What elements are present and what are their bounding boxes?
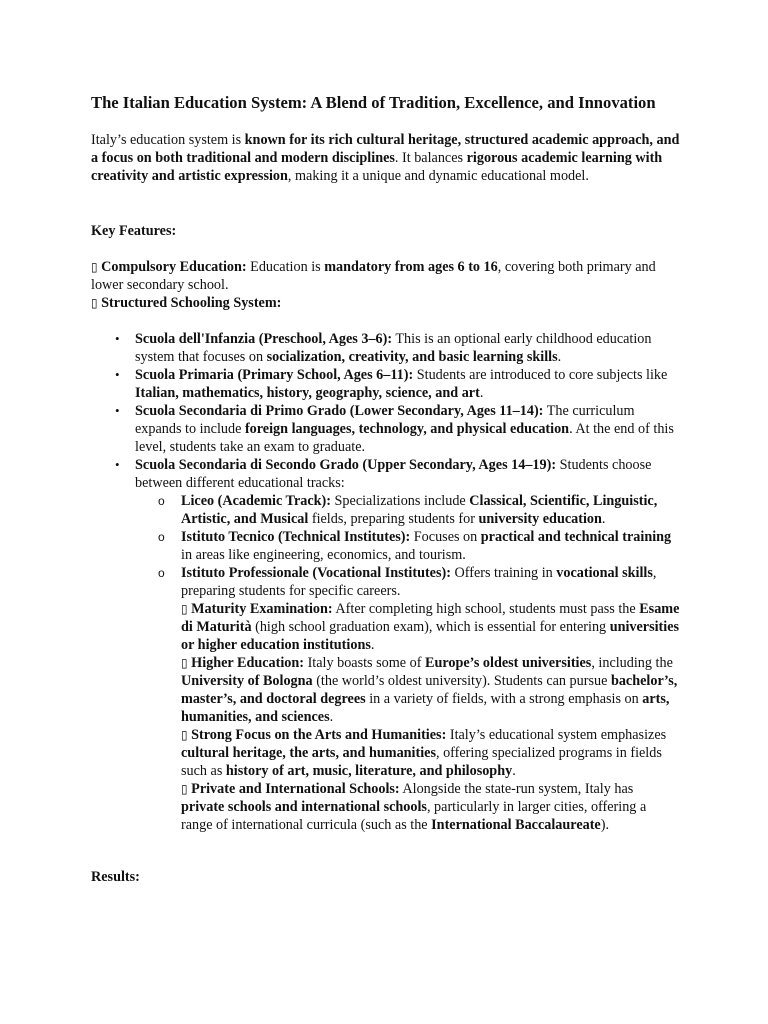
level-bold: foreign languages, technology, and physical education <box>244 421 570 437</box>
bullet-icon: • <box>115 367 120 382</box>
track-text: . <box>601 511 606 527</box>
maturity-paragraph <box>181 600 680 654</box>
arts-text: Italy’s educational system emphasizes <box>446 727 667 743</box>
structured-label: Structured Schooling System: <box>101 295 282 311</box>
bullet-icon: • <box>115 457 120 472</box>
list-item <box>158 492 680 528</box>
missing-glyph-icon: ▯ <box>181 656 188 670</box>
level-bold: Italian, mathematics, history, geography, science, and art <box>135 385 480 401</box>
results-heading: Results: <box>91 869 140 885</box>
maturity-text: . <box>370 637 375 653</box>
missing-glyph-icon: ▯ <box>181 602 188 616</box>
track-text: Offers training in <box>450 565 557 581</box>
track-text: fields, preparing students for <box>308 511 479 527</box>
compulsory-label: Compulsory Education: <box>101 259 247 275</box>
higher-text: Italy boasts some of <box>304 655 425 671</box>
higher-label: Higher Education: <box>191 655 305 671</box>
higher-text: in a variety of fields, with a strong emphasis on <box>365 691 643 707</box>
higher-education-paragraph <box>181 654 680 726</box>
missing-glyph-icon: ▯ <box>181 782 188 796</box>
track-text: Focuses on <box>410 529 481 545</box>
bullet-icon: • <box>115 331 120 346</box>
maturity-bold: Esame di Maturità <box>181 601 680 635</box>
list-item <box>158 528 680 564</box>
level-label: Scuola Primaria (Primary School, Ages 6–11): <box>135 367 414 383</box>
list-item <box>115 402 680 456</box>
structured-schooling-heading <box>91 294 681 312</box>
maturity-text: (high school graduation exam), which is essential for entering <box>251 619 610 635</box>
missing-glyph-icon: ▯ <box>181 728 188 742</box>
list-item <box>115 456 680 834</box>
school-levels-list <box>115 330 680 834</box>
higher-bold: University of Bologna <box>181 673 313 689</box>
intro-text: Italy’s education system is <box>91 132 245 148</box>
track-label: Liceo (Academic Track): <box>181 493 331 509</box>
higher-text: , including the <box>591 655 673 671</box>
key-features-heading: Key Features: <box>91 223 177 239</box>
maturity-bold: universities or higher education institutions <box>181 619 680 653</box>
track-bold: Classical, Scientific, Linguistic, Artistic, and Musical <box>181 493 658 527</box>
track-bold: university education <box>478 511 602 527</box>
document-title: The Italian Education System: A Blend of Tradition, Excellence, and Innovation <box>91 93 656 112</box>
arts-bold: cultural heritage, the arts, and humanities <box>181 745 436 761</box>
bullet-icon: • <box>115 403 120 418</box>
track-label: Istituto Professionale (Vocational Institutes): <box>181 565 451 581</box>
track-bold: vocational skills <box>556 565 653 581</box>
level-text: The curriculum expands to include <box>135 403 635 437</box>
higher-bold: Europe’s oldest universities <box>424 655 592 671</box>
intro-text: , making it a unique and dynamic educational model. <box>287 168 589 184</box>
track-bold: practical and technical training <box>480 529 672 545</box>
level-text: Students are introduced to core subjects like <box>413 367 668 383</box>
level-text: . <box>557 349 562 365</box>
maturity-text: After completing high school, students must pass the <box>332 601 640 617</box>
private-text: , particularly in larger cities, offering a range of international curricula (such as the <box>181 799 647 833</box>
sub-bullet-icon: o <box>158 566 165 580</box>
level-bold: socialization, creativity, and basic learning skills <box>266 349 558 365</box>
arts-humanities-paragraph <box>181 726 680 780</box>
track-text: in areas like engineering, economics, and tourism. <box>181 547 466 563</box>
higher-bold: arts, humanities, and sciences <box>181 691 670 725</box>
higher-text: (the world’s oldest university). Students can pursue <box>312 673 611 689</box>
missing-glyph-icon: ▯ <box>91 296 98 310</box>
list-item <box>115 330 680 366</box>
level-label: Scuola dell'Infanzia (Preschool, Ages 3–6): <box>135 331 393 347</box>
arts-bold: history of art, music, literature, and philosophy <box>225 763 513 779</box>
intro-text: . It balances <box>394 150 467 166</box>
private-bold: private schools and international schools <box>181 799 427 815</box>
intro-paragraph <box>91 131 681 185</box>
educational-tracks-list <box>135 492 680 834</box>
list-item <box>158 564 680 834</box>
maturity-label: Maturity Examination: <box>191 601 333 617</box>
level-text: This is an optional early childhood education system that focuses on <box>135 331 652 365</box>
intro-bold: rigorous academic learning with creativity and artistic expression <box>91 150 663 184</box>
higher-text: . <box>329 709 334 725</box>
level-text: . At the end of this level, students take an exam to graduate. <box>135 421 674 455</box>
arts-label: Strong Focus on the Arts and Humanities: <box>191 727 447 743</box>
sub-bullet-icon: o <box>158 530 165 544</box>
private-label: Private and International Schools: <box>191 781 400 797</box>
compulsory-text: Education is <box>246 259 325 275</box>
compulsory-education-paragraph <box>91 258 681 294</box>
track-label: Istituto Tecnico (Technical Institutes): <box>181 529 411 545</box>
compulsory-text: , covering both primary and lower secondary school. <box>91 259 656 293</box>
higher-bold: bachelor’s, master’s, and doctoral degrees <box>181 673 678 707</box>
compulsory-bold: mandatory from ages 6 to 16 <box>324 259 498 275</box>
private-schools-paragraph <box>181 780 680 834</box>
arts-text: , offering specialized programs in fields such as <box>181 745 662 779</box>
arts-text: . <box>512 763 516 779</box>
level-text: Students choose between different educational tracks: <box>135 457 652 491</box>
level-label: Scuola Secondaria di Secondo Grado (Upper Secondary, Ages 14–19): <box>135 457 557 473</box>
track-text: , preparing students for specific careers. <box>181 565 657 599</box>
missing-glyph-icon: ▯ <box>91 260 98 274</box>
sub-bullet-icon: o <box>158 494 165 508</box>
private-text: ). <box>600 817 610 833</box>
private-text: Alongside the state-run system, Italy has <box>399 781 634 797</box>
private-bold: International Baccalaureate <box>431 817 601 833</box>
level-label: Scuola Secondaria di Primo Grado (Lower Secondary, Ages 11–14): <box>135 403 544 419</box>
level-text: . <box>479 385 484 401</box>
intro-bold: known for its rich cultural heritage, structured academic approach, and a focus on both traditional and modern disciplines <box>91 132 680 166</box>
list-item <box>115 366 680 402</box>
track-text: Specializations include <box>330 493 470 509</box>
